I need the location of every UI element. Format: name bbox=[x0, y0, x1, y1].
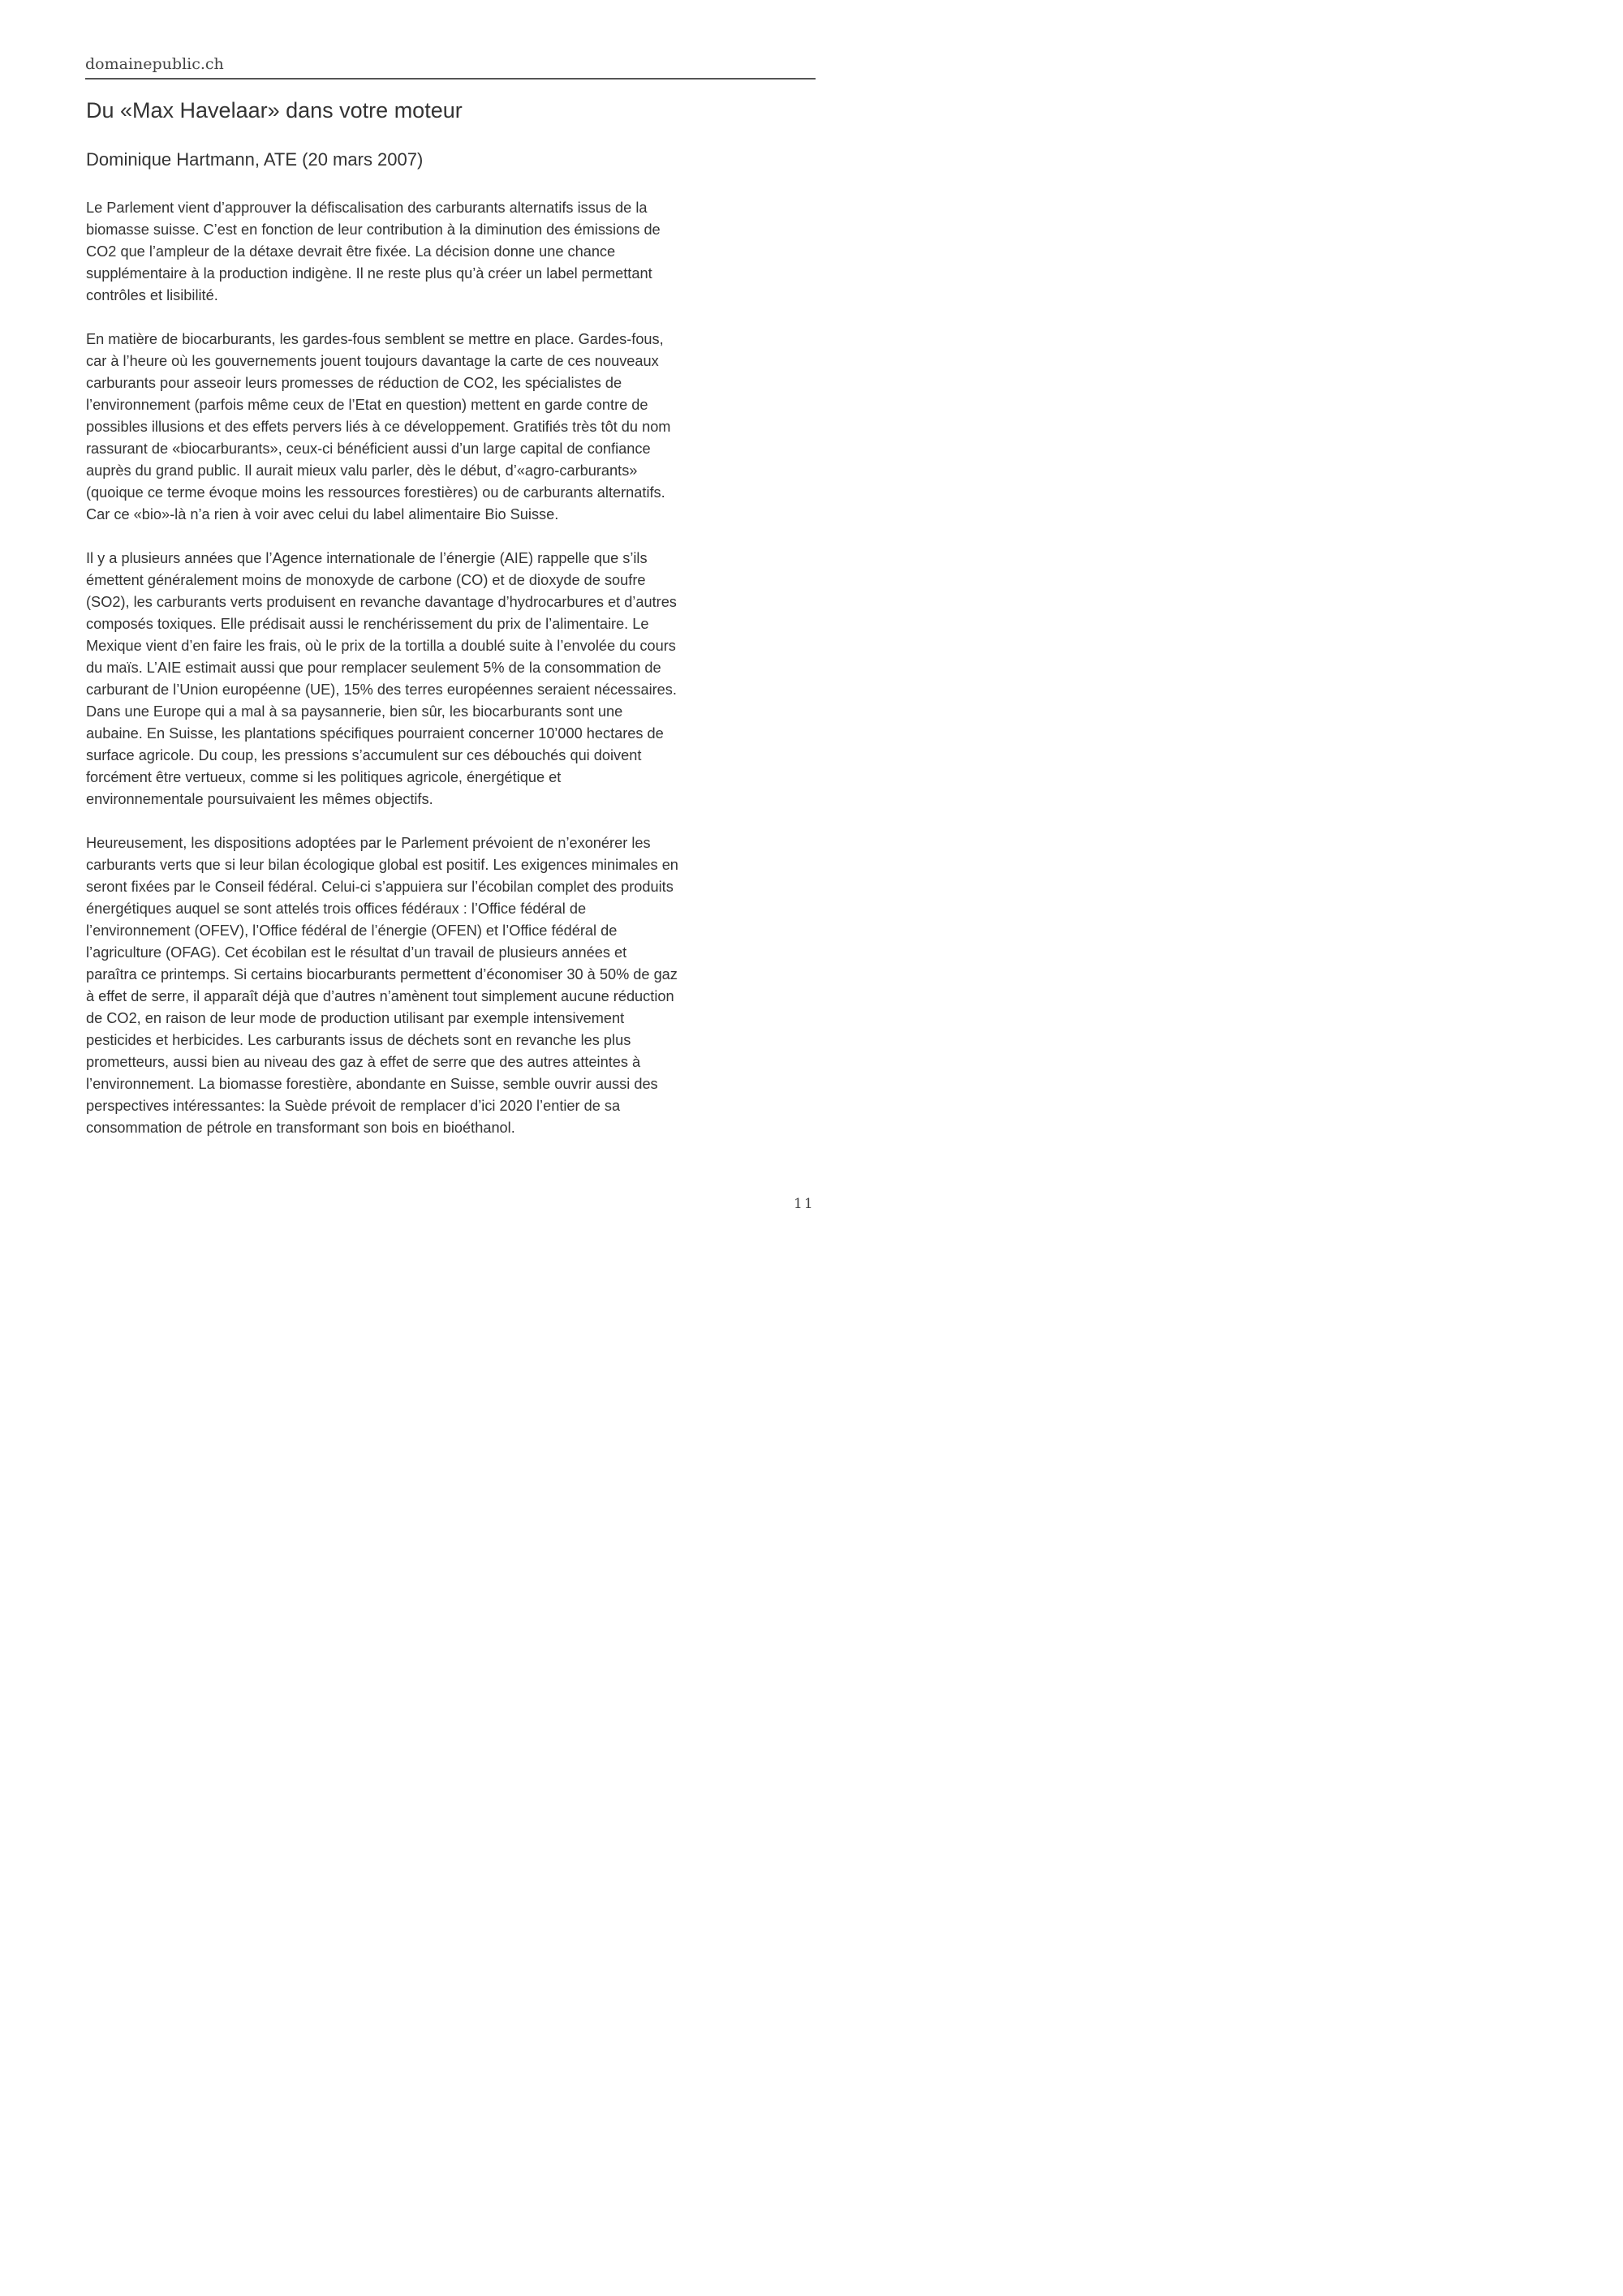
text-line: composés toxiques. Elle prédisait aussi le renchérissement du prix de l’alimentaire. Le bbox=[86, 616, 649, 632]
text-line: CO2 que l’ampleur de la détaxe devrait être fixée. La décision donne une chance bbox=[86, 243, 616, 260]
text-line: Mexique vient d’en faire les frais, où le prix de la tortilla a doublé suite à l’envolée du cours bbox=[86, 638, 676, 654]
text-line: l’agriculture (OFAG). Cet écobilan est le résultat d’un travail de plusieurs années et bbox=[86, 944, 627, 961]
text-line: seront fixées par le Conseil fédéral. Celui-ci s’appuiera sur l’écobilan complet des produits bbox=[86, 879, 674, 895]
text-line: Heureusement, les dispositions adoptées par le Parlement prévoient de n’exonérer les bbox=[86, 835, 651, 851]
text-line: En matière de biocarburants, les gardes-fous semblent se mettre en place. Gardes-fous, bbox=[86, 331, 664, 347]
text-line: aubaine. En Suisse, les plantations spécifiques pourraient concerner 10’000 hectares de bbox=[86, 725, 664, 742]
text-line: contrôles et lisibilité. bbox=[86, 287, 218, 303]
text-line: paraîtra ce printemps. Si certains biocarburants permettent d’économiser 30 à 50% de gaz bbox=[86, 966, 678, 982]
text-line: (quoique ce terme évoque moins les ressources forestières) ou de carburants alternatifs. bbox=[86, 484, 665, 501]
paragraph-3 bbox=[86, 548, 816, 810]
text-line: car à l’heure où les gouvernements jouent toujours davantage la carte de ces nouveaux bbox=[86, 353, 659, 369]
paragraph-4 bbox=[86, 832, 816, 1139]
text-line: biomasse suisse. C’est en fonction de leur contribution à la diminution des émissions de bbox=[86, 221, 661, 238]
paragraph-1 bbox=[86, 197, 816, 307]
article-body bbox=[86, 197, 816, 1161]
article-byline: Dominique Hartmann, ATE (20 mars 2007) bbox=[86, 149, 424, 170]
text-line: supplémentaire à la production indigène. Il ne reste plus qu’à créer un label permettant bbox=[86, 265, 652, 282]
text-line: forcément être vertueux, comme si les politiques agricole, énergétique et bbox=[86, 769, 562, 785]
text-line: surface agricole. Du coup, les pressions s’accumulent sur ces débouchés qui doivent bbox=[86, 747, 642, 763]
text-line: carburant de l’Union européenne (UE), 15% des terres européennes seraient nécessaires. bbox=[86, 681, 677, 698]
text-line: l’environnement (OFEV), l’Office fédéral de l’énergie (OFEN) et l’Office fédéral de bbox=[86, 922, 618, 939]
text-line: carburants verts que si leur bilan écologique global est positif. Les exigences minimales en bbox=[86, 857, 678, 873]
text-line: émettent généralement moins de monoxyde de carbone (CO) et de dioxyde de soufre bbox=[86, 572, 646, 588]
text-line: Dans une Europe qui a mal à sa paysannerie, bien sûr, les biocarburants sont une bbox=[86, 703, 623, 720]
text-line: Le Parlement vient d’approuver la défiscalisation des carburants alternatifs issus de la bbox=[86, 200, 648, 216]
article-title: Du «Max Havelaar» dans votre moteur bbox=[86, 98, 463, 123]
text-line: possibles illusions et des effets pervers liés à ce développement. Gratifiés très tôt du nom bbox=[86, 419, 671, 435]
text-line: perspectives intéressantes: la Suède prévoit de remplacer d’ici 2020 l’entier de sa bbox=[86, 1098, 621, 1114]
text-line: Il y a plusieurs années que l’Agence internationale de l’énergie (AIE) rappelle que s’ils bbox=[86, 550, 648, 566]
text-line: auprès du grand public. Il aurait mieux valu parler, dès le début, d’«agro-carburants» bbox=[86, 462, 638, 479]
text-line: de CO2, en raison de leur mode de production utilisant par exemple intensivement bbox=[86, 1010, 625, 1026]
text-line: l’environnement. La biomasse forestière, abondante en Suisse, semble ouvrir aussi des bbox=[86, 1076, 658, 1092]
text-line: (SO2), les carburants verts produisent en revanche davantage d’hydrocarbures et d’autres bbox=[86, 594, 677, 610]
paragraph-2 bbox=[86, 329, 816, 526]
text-line: carburants pour asseoir leurs promesses de réduction de CO2, les spécialistes de bbox=[86, 375, 622, 391]
page-number: 11 bbox=[794, 1196, 815, 1212]
text-line: rassurant de «biocarburants», ceux-ci bénéficient aussi d’un large capital de confiance bbox=[86, 441, 651, 457]
page-header bbox=[85, 54, 816, 80]
text-line: consommation de pétrole en transformant son bois en bioéthanol. bbox=[86, 1120, 515, 1136]
text-line: prometteurs, aussi bien au niveau des gaz à effet de serre que des autres atteintes à bbox=[86, 1054, 641, 1070]
text-line: pesticides et herbicides. Les carburants issus de déchets sont en revanche les plus bbox=[86, 1032, 631, 1048]
text-line: énergétiques auquel se sont attelés trois offices fédéraux : l’Office fédéral de bbox=[86, 901, 587, 917]
text-line: du maïs. L’AIE estimait aussi que pour remplacer seulement 5% de la consommation de bbox=[86, 660, 661, 676]
site-name: domainepublic.ch bbox=[85, 55, 224, 73]
text-line: à effet de serre, il apparaît déjà que d’autres n’amènent tout simplement aucune réduction bbox=[86, 988, 674, 1004]
text-line: l’environnement (parfois même ceux de l’Etat en question) mettent en garde contre de bbox=[86, 397, 648, 413]
text-line: environnementale poursuivaient les mêmes objectifs. bbox=[86, 791, 433, 807]
text-line: Car ce «bio»-là n’a rien à voir avec celui du label alimentaire Bio Suisse. bbox=[86, 506, 559, 522]
